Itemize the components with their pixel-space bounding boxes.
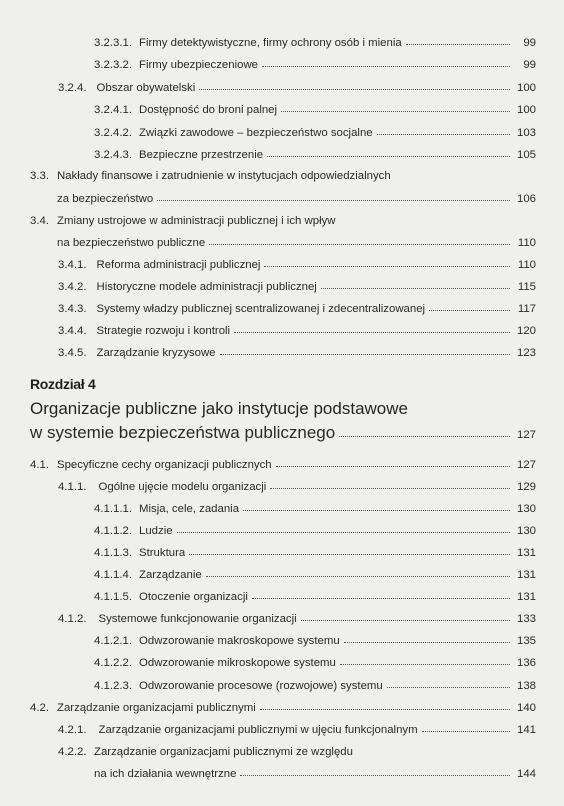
- toc-entry: [57, 236, 536, 250]
- leader-dots: [339, 424, 510, 438]
- toc-entry-title: Ogólne ujęcie modelu organizacji: [98, 481, 267, 493]
- leader-dots: [209, 236, 510, 246]
- toc-entry-number: 3.2.4.3.: [94, 149, 132, 161]
- toc-entry-number: 4.1.1.1.: [94, 503, 132, 515]
- toc-entry: [58, 324, 536, 338]
- leader-dots: [429, 302, 510, 312]
- toc-entry-page: 99: [523, 37, 536, 49]
- toc-entry-page: 117: [517, 303, 536, 315]
- toc-entry-page: 136: [516, 657, 536, 669]
- toc-entry-page: 115: [517, 281, 536, 293]
- toc-entry-title: Odwzorowanie procesowe (rozwojowe) systemu: [139, 680, 383, 692]
- toc-entry-title: Strategie rozwoju i kontroli: [96, 325, 231, 337]
- toc-entry: [94, 58, 536, 72]
- toc-entry-number: 3.2.4.1.: [94, 104, 132, 116]
- toc-entry-number: 4.1.1.2.: [94, 525, 132, 537]
- toc-entry-number: 4.1.2.3.: [94, 680, 132, 692]
- toc-entry: [58, 480, 536, 494]
- leader-dots: [422, 723, 510, 733]
- toc-entry-page: 129: [516, 481, 536, 493]
- leader-dots: [199, 81, 510, 91]
- toc-entry-number: 3.4.2.: [58, 281, 87, 293]
- toc-entry-line-1: [30, 169, 391, 183]
- toc-entry-page: 100: [516, 82, 536, 94]
- toc-entry-page: 99: [523, 59, 536, 71]
- toc-entry-title: Odwzorowanie mikroskopowe systemu: [139, 657, 336, 669]
- toc-entry: [30, 701, 536, 715]
- toc-entry: [58, 258, 536, 272]
- leader-dots: [252, 590, 510, 600]
- leader-dots: [276, 458, 510, 468]
- toc-entry-line-1: [30, 214, 336, 228]
- toc-entry: [30, 458, 536, 472]
- leader-dots: [189, 546, 510, 556]
- toc-entry-page: 144: [516, 768, 536, 780]
- toc-entry-page: 100: [516, 104, 536, 116]
- toc-entry-number: 4.1.: [30, 459, 49, 471]
- toc-entry-title: Firmy detektywistyczne, firmy ochrony osób i mienia: [139, 37, 402, 49]
- chapter-title-row: [30, 423, 536, 445]
- toc-entry-title: Odwzorowanie makroskopowe systemu: [139, 635, 340, 647]
- toc-entry: [58, 302, 536, 316]
- toc-entry: [58, 723, 536, 737]
- leader-dots: [377, 126, 510, 136]
- chapter-label: Rozdział 4: [30, 376, 96, 392]
- toc-entry-title: Reforma administracji publicznej: [96, 259, 261, 271]
- toc-entry-title: Struktura: [139, 547, 186, 559]
- toc-entry-page: 140: [516, 702, 536, 714]
- chapter-title-line-1: Organizacje publiczne jako instytucje podstawowe: [30, 399, 408, 418]
- toc-entry-number: 3.4.5.: [58, 347, 87, 359]
- toc-entry: [94, 103, 536, 117]
- leader-dots: [387, 679, 510, 689]
- toc-entry-title: Specyficzne cechy organizacji publicznych: [57, 459, 272, 471]
- chapter-title-line-2: w systemie bezpieczeństwa publicznego: [30, 423, 336, 442]
- toc-entry-page: 131: [516, 547, 536, 559]
- toc-entry-page: 130: [516, 503, 536, 515]
- toc-entry-number: 4.1.1.4.: [94, 569, 132, 581]
- toc-entry-title: Bezpieczne przestrzenie: [139, 149, 264, 161]
- toc-entry-number: 4.1.1.5.: [94, 591, 132, 603]
- toc-entry-number: 3.2.4.2.: [94, 127, 132, 139]
- toc-entry-title: Firmy ubezpieczeniowe: [139, 59, 259, 71]
- toc-entry-title: Zarządzanie organizacjami publicznymi ze względu: [94, 746, 353, 758]
- toc-entry: [94, 656, 536, 670]
- toc-entry: [94, 590, 536, 604]
- toc-entry-page: 141: [516, 724, 536, 736]
- toc-entry: [58, 81, 536, 95]
- toc-entry-line-1: [58, 745, 353, 759]
- toc-entry-page: 110: [517, 259, 536, 271]
- toc-entry-number: 3.4.1.: [58, 259, 87, 271]
- toc-entry-title: Historyczne modele administracji publicznej: [96, 281, 317, 293]
- toc-entry-page: 138: [516, 680, 536, 692]
- toc-entry-number: 3.2.3.2.: [94, 59, 132, 71]
- toc-entry-title: Obszar obywatelski: [96, 82, 196, 94]
- toc-entry-title: Systemowe funkcjonowanie organizacji: [98, 613, 297, 625]
- toc-entry-title: Zarządzanie kryzysowe: [96, 347, 216, 359]
- leader-dots: [264, 258, 510, 268]
- leader-dots: [340, 656, 510, 666]
- toc-entry-title: Zarządzanie organizacjami publicznymi w ujęciu funkcjonalnym: [98, 724, 418, 736]
- toc-entry-number: 4.1.1.3.: [94, 547, 132, 559]
- toc-entry-title: Otoczenie organizacji: [139, 591, 248, 603]
- toc-entry-title: Zarządzanie organizacjami publicznymi: [57, 702, 256, 714]
- toc-entry-title: Dostępność do broni palnej: [139, 104, 278, 116]
- leader-dots: [240, 767, 510, 777]
- toc-entry: [94, 502, 536, 516]
- toc-entry-number: 3.4.3.: [58, 303, 87, 315]
- toc-entry-page: 135: [516, 635, 536, 647]
- toc-entry-title-continued: na ich działania wewnętrzne: [94, 768, 237, 780]
- leader-dots: [301, 612, 510, 622]
- leader-dots: [344, 634, 510, 644]
- toc-entry-page: 131: [516, 569, 536, 581]
- toc-entry-title: Ludzie: [139, 525, 173, 537]
- toc-entry: [58, 280, 536, 294]
- leader-dots: [281, 103, 510, 113]
- toc-entry-page: 133: [516, 613, 536, 625]
- toc-entry-title-continued: na bezpieczeństwo publiczne: [57, 237, 206, 249]
- toc-entry-page: 127: [516, 459, 536, 471]
- toc-entry: [94, 568, 536, 582]
- toc-entry-title: Związki zawodowe – bezpieczeństwo socjalne: [139, 127, 373, 139]
- toc-entry-title: Misja, cele, zadania: [139, 503, 240, 515]
- toc-entry: [94, 36, 536, 50]
- leader-dots: [177, 524, 510, 534]
- toc-entry: [58, 346, 536, 360]
- toc-entry-page: 106: [516, 193, 536, 205]
- chapter-page: 127: [516, 429, 536, 441]
- toc-entry-number: 3.3.: [30, 170, 49, 182]
- toc-entry-number: 4.1.1.: [58, 481, 87, 493]
- toc-entry-page: 130: [516, 525, 536, 537]
- toc-entry-number: 4.1.2.: [58, 613, 87, 625]
- toc-entry: [94, 634, 536, 648]
- toc-entry-number: 4.2.1.: [58, 724, 87, 736]
- toc-entry-number: 3.4.: [30, 215, 49, 227]
- leader-dots: [406, 36, 510, 46]
- toc-entry-page: 123: [516, 347, 536, 359]
- toc-entry-number: 4.2.2.: [58, 746, 87, 758]
- toc-entry: [94, 546, 536, 560]
- leader-dots: [243, 502, 510, 512]
- toc-entry-number: 3.2.4.: [58, 82, 87, 94]
- leader-dots: [260, 701, 510, 711]
- toc-entry: [58, 612, 536, 626]
- toc-entry-title: Nakłady finansowe i zatrudnienie w instytucjach odpowiedzialnych: [57, 170, 391, 182]
- leader-dots: [234, 324, 510, 334]
- toc-entry: [94, 679, 536, 693]
- leader-dots: [206, 568, 510, 578]
- leader-dots: [267, 148, 510, 158]
- toc-entry-page: 110: [517, 237, 536, 249]
- toc-entry-number: 4.1.2.1.: [94, 635, 132, 647]
- toc-entry: [94, 524, 536, 538]
- toc-entry-number: 4.2.: [30, 702, 49, 714]
- toc-entry-page: 103: [516, 127, 536, 139]
- toc-entry-number: 3.4.4.: [58, 325, 87, 337]
- toc-entry: [94, 126, 536, 140]
- toc-entry-page: 131: [516, 591, 536, 603]
- leader-dots: [262, 58, 510, 68]
- toc-entry-title: Systemy władzy publicznej scentralizowanej i zdecentralizowanej: [96, 303, 426, 315]
- toc-entry: [94, 767, 536, 781]
- toc-entry-title: Zarządzanie: [139, 569, 202, 581]
- toc-entry-number: 3.2.3.1.: [94, 37, 132, 49]
- toc-entry-page: 120: [516, 325, 536, 337]
- toc-entry-page: 105: [516, 149, 536, 161]
- leader-dots: [220, 346, 510, 356]
- leader-dots: [157, 192, 510, 202]
- leader-dots: [321, 280, 510, 290]
- toc-entry: [57, 192, 536, 206]
- toc-entry-title: Zmiany ustrojowe w administracji publicznej i ich wpływ: [57, 215, 336, 227]
- toc-entry-number: 4.1.2.2.: [94, 657, 132, 669]
- toc-entry-title-continued: za bezpieczeństwo: [57, 193, 154, 205]
- leader-dots: [270, 480, 510, 490]
- toc-entry: [94, 148, 536, 162]
